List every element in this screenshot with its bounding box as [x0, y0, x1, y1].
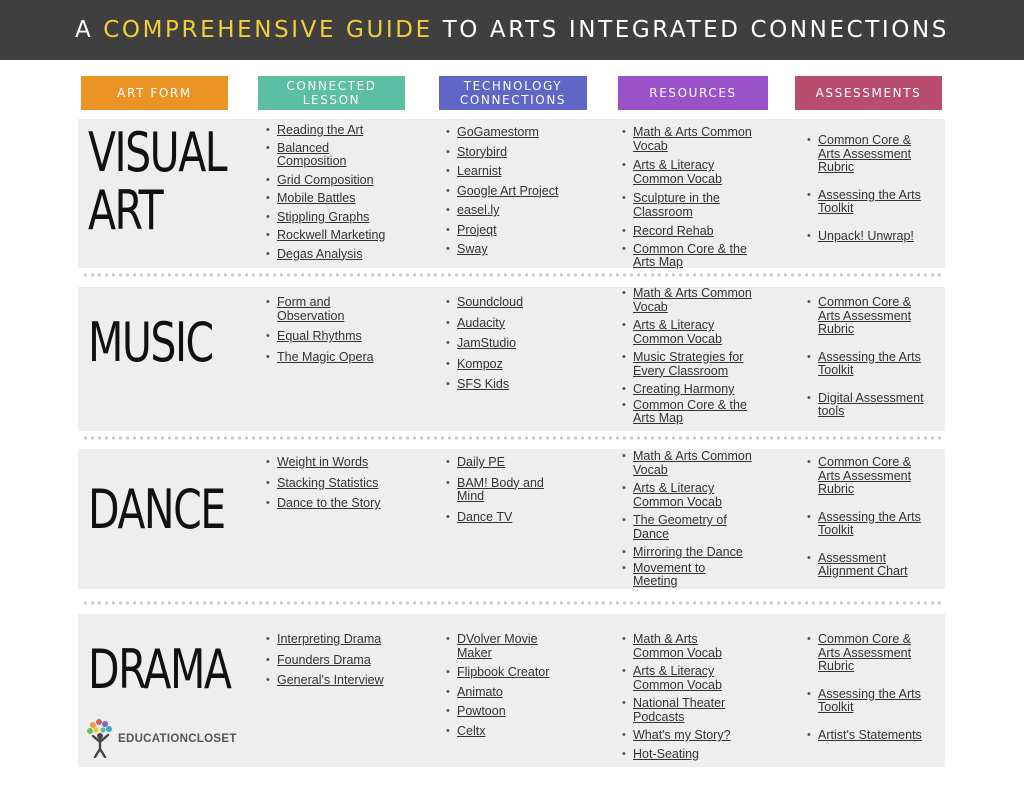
list-item[interactable]: [446, 317, 606, 331]
list-item[interactable]: [622, 514, 737, 541]
resource-link[interactable]: Arts & Literacy Common Vocab: [633, 158, 722, 186]
assessment-link[interactable]: Assessing the Arts Toolkit: [818, 187, 921, 215]
page-title: [0, 0, 1024, 60]
list-item[interactable]: [622, 351, 757, 378]
tech-link[interactable]: Flipbook Creator: [457, 665, 550, 679]
resource-link[interactable]: Arts & Literacy Common Vocab: [633, 481, 722, 509]
title-post: TO ARTS INTEGRATED CONNECTIONS: [432, 17, 949, 43]
tech-link[interactable]: SFS Kids: [457, 377, 510, 391]
assessment-link[interactable]: Assessment Alignment Chart: [818, 550, 908, 578]
list-item[interactable]: [807, 351, 932, 378]
list-item[interactable]: [622, 383, 767, 397]
resource-link[interactable]: Movement to Meeting: [633, 560, 706, 588]
tech-link[interactable]: Animato: [457, 684, 503, 699]
resource-link[interactable]: Math & Arts Common Vocab: [633, 632, 722, 660]
assessment-link[interactable]: Digital Assessment tools: [818, 390, 924, 418]
resource-link[interactable]: What's my Story?: [633, 728, 731, 742]
list-item[interactable]: [807, 189, 932, 216]
list-item[interactable]: [446, 666, 606, 680]
list-item[interactable]: [446, 633, 556, 660]
list-item[interactable]: [446, 337, 606, 351]
assessment-link[interactable]: Artist's Statements: [818, 727, 922, 742]
list-item[interactable]: [446, 725, 606, 739]
list-item[interactable]: [807, 392, 932, 419]
assessment-link[interactable]: Common Core & Arts Assessment Rubric: [818, 632, 912, 673]
list-item[interactable]: [266, 124, 436, 138]
tech-link[interactable]: Soundcloud: [457, 295, 524, 309]
header-technology-connections-label: TECHNOLOGY CONNECTIONS: [459, 79, 567, 107]
list-item[interactable]: [446, 185, 606, 199]
resource-link[interactable]: Common Core & the Arts Map: [633, 397, 747, 425]
list-item[interactable]: [266, 330, 436, 344]
art-form-title-visual-art: [88, 121, 270, 242]
list-item[interactable]: [622, 748, 767, 762]
tech-link[interactable]: DVolver Movie Maker: [457, 632, 538, 660]
tech-link[interactable]: Kompoz: [457, 356, 503, 371]
lesson-link[interactable]: Mobile Battles: [277, 191, 356, 205]
tech-link[interactable]: easel.ly: [457, 203, 500, 217]
row-divider: [82, 436, 942, 440]
tech-link[interactable]: GoGamestorm: [457, 125, 539, 139]
list-item[interactable]: [266, 248, 436, 262]
resource-link[interactable]: Arts & Literacy Common Vocab: [633, 664, 722, 692]
list-item[interactable]: [622, 287, 767, 314]
resource-link[interactable]: Music Strategies for Every Classroom: [633, 350, 744, 378]
art-form-title-text: VISUAL ART: [88, 121, 227, 242]
tech-link[interactable]: Sway: [457, 242, 488, 256]
list-item[interactable]: [446, 146, 606, 160]
assessment-link[interactable]: Unpack! Unwrap!: [818, 228, 914, 243]
list-item[interactable]: [807, 134, 922, 175]
list-item[interactable]: [266, 192, 436, 206]
list-item[interactable]: [622, 159, 732, 186]
lesson-link[interactable]: Stacking Statistics: [277, 475, 379, 490]
tree-figure-icon: [84, 718, 118, 758]
list-item[interactable]: [622, 243, 762, 270]
header-art-form: ART FORM: [81, 76, 228, 110]
tech-link[interactable]: BAM! Body and Mind: [457, 475, 544, 503]
list-item[interactable]: [622, 633, 732, 660]
tech-list-dance: [446, 456, 606, 524]
education-closet-logo: [84, 718, 244, 758]
list-item[interactable]: [266, 351, 436, 365]
tech-link[interactable]: Audacity: [457, 315, 505, 330]
assessment-link[interactable]: Common Core & Arts Assessment Rubric: [818, 455, 912, 496]
art-form-title-dance: DANCE: [88, 478, 225, 541]
lesson-link[interactable]: The Magic Opera: [277, 349, 374, 364]
list-item[interactable]: [446, 378, 606, 392]
lesson-list-drama: [266, 633, 436, 688]
list-item[interactable]: [446, 165, 606, 179]
list-item[interactable]: [622, 126, 767, 153]
resources-list-drama: [622, 633, 767, 761]
list-item[interactable]: [622, 697, 737, 724]
list-item[interactable]: [622, 482, 732, 509]
resource-link[interactable]: Common Core & the Arts Map: [633, 241, 747, 269]
list-item[interactable]: [446, 224, 606, 238]
list-item[interactable]: [266, 497, 436, 511]
assessment-list-drama: [807, 633, 937, 742]
lesson-list-visual-art: [266, 124, 436, 261]
assessment-link[interactable]: Assessing the Arts Toolkit: [818, 349, 921, 377]
header-resources: RESOURCES: [618, 76, 768, 110]
lesson-list-music: [266, 296, 436, 364]
lesson-link[interactable]: General's Interview: [277, 673, 384, 687]
assessment-link[interactable]: Common Core & Arts Assessment Rubric: [818, 133, 912, 174]
list-item[interactable]: [266, 456, 436, 470]
lesson-link[interactable]: Dance to the Story: [277, 496, 381, 510]
tech-link[interactable]: Google Art Project: [457, 183, 559, 198]
list-item[interactable]: [446, 358, 606, 372]
list-item[interactable]: [446, 456, 606, 470]
list-item[interactable]: [807, 296, 922, 337]
lesson-link[interactable]: Rockwell Marketing: [277, 228, 386, 242]
list-item[interactable]: [266, 633, 436, 647]
list-item[interactable]: [446, 511, 606, 525]
list-item[interactable]: [446, 296, 606, 310]
list-item[interactable]: [446, 686, 606, 700]
tech-list-visual-art: [446, 126, 606, 257]
assessment-link[interactable]: Assessing the Arts Toolkit: [818, 509, 921, 537]
list-item[interactable]: [266, 477, 436, 491]
list-item[interactable]: [622, 192, 732, 219]
header-technology-connections: [439, 76, 587, 110]
logo-text: EDUCATIONCLOSET: [118, 733, 237, 745]
resource-link[interactable]: Sculpture in the Classroom: [633, 191, 720, 219]
header-connected-lesson: [258, 76, 405, 110]
lesson-link[interactable]: Balanced Composition: [277, 140, 347, 168]
lesson-link[interactable]: Weight in Words: [277, 455, 369, 469]
assessment-list-visual-art: [807, 134, 937, 243]
list-item[interactable]: [622, 319, 732, 346]
resources-list-dance: [622, 450, 767, 589]
resource-link[interactable]: Math & Arts Common Vocab: [633, 449, 752, 477]
tech-link[interactable]: JamStudio: [457, 336, 517, 350]
resource-link[interactable]: National Theater Podcasts: [633, 696, 726, 724]
resource-link[interactable]: Math & Arts Common Vocab: [633, 125, 752, 153]
resources-list-music: [622, 287, 767, 426]
row-divider: [82, 601, 942, 605]
lesson-list-dance: [266, 456, 436, 511]
list-item[interactable]: [807, 552, 922, 579]
list-item[interactable]: [622, 729, 767, 743]
tech-link[interactable]: Powtoon: [457, 704, 506, 718]
resource-link[interactable]: Math & Arts Common Vocab: [633, 286, 752, 314]
list-item[interactable]: [622, 665, 732, 692]
list-item[interactable]: [807, 511, 932, 538]
list-item[interactable]: [446, 204, 606, 218]
list-item[interactable]: [446, 126, 606, 140]
list-item[interactable]: [266, 674, 436, 688]
assessment-list-music: [807, 296, 937, 419]
list-item[interactable]: [266, 174, 436, 188]
resource-link[interactable]: Mirroring the Dance: [633, 545, 743, 559]
resource-link[interactable]: The Geometry of Dance: [633, 513, 727, 541]
tech-list-drama: [446, 633, 606, 738]
list-item[interactable]: [266, 211, 436, 225]
resources-list-visual-art: [622, 126, 767, 270]
tech-link[interactable]: Celtx: [457, 723, 486, 738]
art-form-title-music: MUSIC: [88, 311, 213, 374]
lesson-link[interactable]: Stippling Graphs: [277, 209, 370, 224]
resource-link[interactable]: Hot-Seating: [633, 746, 700, 761]
header-assessments: ASSESSMENTS: [795, 76, 942, 110]
tech-link[interactable]: Projeqt: [457, 222, 497, 237]
assessment-list-dance: [807, 456, 937, 579]
tech-link[interactable]: Dance TV: [457, 509, 513, 524]
tech-list-music: [446, 296, 606, 392]
tech-link[interactable]: Storybird: [457, 144, 508, 159]
lesson-link[interactable]: Equal Rhythms: [277, 329, 362, 343]
list-item[interactable]: [446, 243, 606, 257]
resource-link[interactable]: Creating Harmony: [633, 382, 735, 396]
lesson-link[interactable]: Reading the Art: [277, 123, 364, 137]
title-pre: A: [75, 17, 104, 43]
list-item[interactable]: [622, 225, 767, 239]
tech-link[interactable]: Daily PE: [457, 455, 505, 469]
list-item[interactable]: [266, 296, 366, 323]
list-item[interactable]: [807, 230, 937, 244]
title-highlight: COMPREHENSIVE GUIDE: [103, 17, 433, 43]
row-divider: [82, 273, 942, 277]
list-item[interactable]: [807, 633, 922, 674]
assessment-link[interactable]: Common Core & Arts Assessment Rubric: [818, 295, 912, 336]
list-item[interactable]: [807, 688, 932, 715]
list-item[interactable]: [622, 450, 767, 477]
list-item[interactable]: [807, 729, 937, 743]
lesson-link[interactable]: Founders Drama: [277, 652, 371, 667]
resource-link[interactable]: Arts & Literacy Common Vocab: [633, 318, 722, 346]
tech-link[interactable]: Learnist: [457, 164, 502, 178]
list-item[interactable]: [622, 562, 722, 589]
list-item[interactable]: [622, 399, 762, 426]
list-item[interactable]: [446, 705, 606, 719]
list-item[interactable]: [266, 142, 376, 169]
lesson-link[interactable]: Grid Composition: [277, 172, 374, 187]
resource-link[interactable]: Record Rehab: [633, 224, 714, 238]
assessment-link[interactable]: Assessing the Arts Toolkit: [818, 686, 921, 714]
lesson-link[interactable]: Form and Observation: [277, 295, 345, 323]
lesson-link[interactable]: Interpreting Drama: [277, 632, 382, 646]
lesson-link[interactable]: Degas Analysis: [277, 246, 363, 261]
header-connected-lesson-label: CONNECTED LESSON: [286, 79, 377, 107]
art-form-title-drama: DRAMA: [88, 638, 231, 701]
list-item[interactable]: [266, 654, 436, 668]
list-item[interactable]: [446, 477, 556, 504]
list-item[interactable]: [807, 456, 922, 497]
list-item[interactable]: [266, 229, 436, 243]
list-item[interactable]: [622, 546, 767, 560]
